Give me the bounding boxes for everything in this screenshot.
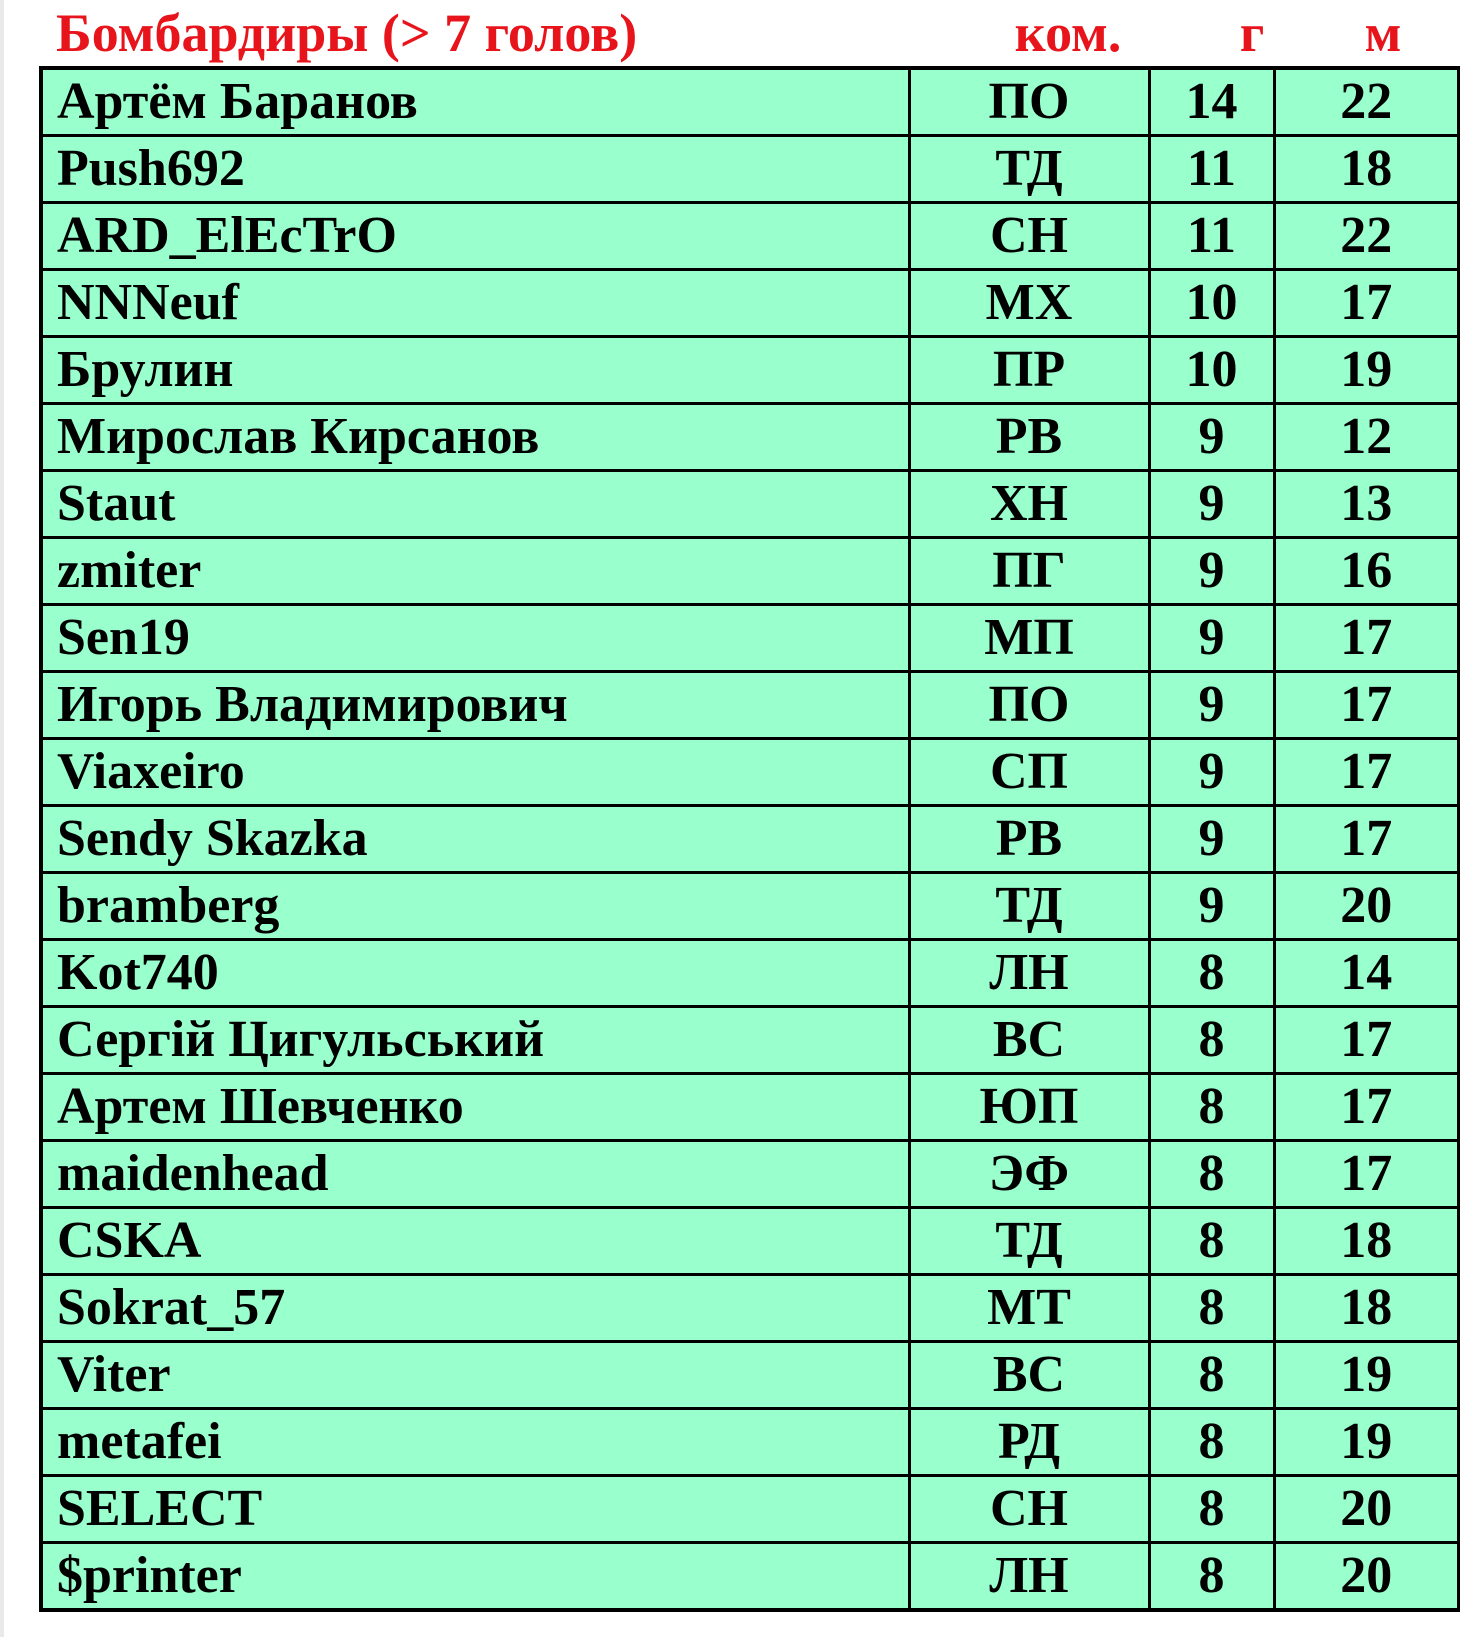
player-name-cell: Sendy Skazka — [41, 806, 909, 873]
table-row — [41, 471, 1459, 538]
player-name-cell: Sokrat_57 — [41, 1275, 909, 1342]
goals-cell: 8 — [1149, 1275, 1274, 1342]
player-name-cell: metafei — [41, 1409, 909, 1476]
table-row — [41, 739, 1459, 806]
team-cell: ПР — [909, 337, 1149, 404]
goals-cell: 11 — [1149, 136, 1274, 203]
table-row — [41, 270, 1459, 337]
goals-cell: 11 — [1149, 203, 1274, 270]
table-row — [41, 605, 1459, 672]
team-cell: МТ — [909, 1275, 1149, 1342]
player-name-cell: ARD_ElEcTrO — [41, 203, 909, 270]
table-row — [41, 1342, 1459, 1409]
goals-cell: 9 — [1149, 672, 1274, 739]
matches-cell: 17 — [1274, 605, 1459, 672]
matches-cell: 19 — [1274, 337, 1459, 404]
player-name-cell: Сергій Цигульський — [41, 1007, 909, 1074]
matches-cell: 19 — [1274, 1342, 1459, 1409]
goals-cell: 9 — [1149, 873, 1274, 940]
matches-cell: 13 — [1274, 471, 1459, 538]
goals-cell: 8 — [1149, 1409, 1274, 1476]
team-cell: МХ — [909, 270, 1149, 337]
player-name-cell: SELECT — [41, 1476, 909, 1543]
team-cell: ВС — [909, 1342, 1149, 1409]
table-row — [41, 136, 1459, 203]
player-name-cell: Артем Шевченко — [41, 1074, 909, 1141]
matches-cell: 20 — [1274, 873, 1459, 940]
player-name-cell: Артём Баранов — [41, 68, 909, 136]
team-cell: РВ — [909, 404, 1149, 471]
goals-cell: 14 — [1149, 68, 1274, 136]
table-row — [41, 1543, 1459, 1611]
team-cell: ЭФ — [909, 1141, 1149, 1208]
player-name-cell: Sen19 — [41, 605, 909, 672]
matches-cell: 18 — [1274, 1275, 1459, 1342]
player-name-cell: Push692 — [41, 136, 909, 203]
team-cell: ЛН — [909, 940, 1149, 1007]
goals-cell: 8 — [1149, 1543, 1274, 1611]
player-name-cell: maidenhead — [41, 1141, 909, 1208]
table-row — [41, 404, 1459, 471]
table-row — [41, 1476, 1459, 1543]
team-cell: ЮП — [909, 1074, 1149, 1141]
player-name-cell: Kot740 — [41, 940, 909, 1007]
matches-cell: 17 — [1274, 806, 1459, 873]
team-cell: ТД — [909, 136, 1149, 203]
team-cell: ВС — [909, 1007, 1149, 1074]
player-name-cell: NNNeuf — [41, 270, 909, 337]
scorers-table-body — [41, 68, 1459, 1610]
player-name-cell: Viaxeiro — [41, 739, 909, 806]
player-name-cell: $printer — [41, 1543, 909, 1611]
goals-cell: 9 — [1149, 739, 1274, 806]
matches-cell: 19 — [1274, 1409, 1459, 1476]
table-row — [41, 538, 1459, 605]
table-row — [41, 1275, 1459, 1342]
table-row — [41, 940, 1459, 1007]
table-row — [41, 1208, 1459, 1275]
team-cell: ПО — [909, 68, 1149, 136]
player-name-cell: Мирослав Кирсанов — [41, 404, 909, 471]
matches-cell: 14 — [1274, 940, 1459, 1007]
goals-cell: 9 — [1149, 404, 1274, 471]
player-name-cell: bramberg — [41, 873, 909, 940]
team-cell: ПО — [909, 672, 1149, 739]
goals-column-header: г — [1239, 3, 1265, 63]
matches-cell: 20 — [1274, 1543, 1459, 1611]
player-name-cell: Staut — [41, 471, 909, 538]
table-row — [41, 672, 1459, 739]
table-row — [41, 1409, 1459, 1476]
player-name-cell: CSKA — [41, 1208, 909, 1275]
matches-cell: 18 — [1274, 1208, 1459, 1275]
team-cell: ТД — [909, 1208, 1149, 1275]
table-row — [41, 873, 1459, 940]
table-row — [41, 1074, 1459, 1141]
goals-cell: 9 — [1149, 471, 1274, 538]
page-title: Бомбардиры (> 7 голов) — [56, 3, 638, 63]
matches-cell: 18 — [1274, 136, 1459, 203]
table-row — [41, 68, 1459, 136]
team-cell: СН — [909, 203, 1149, 270]
team-cell: ПГ — [909, 538, 1149, 605]
matches-cell: 12 — [1274, 404, 1459, 471]
team-cell: ХН — [909, 471, 1149, 538]
player-name-cell: Брулин — [41, 337, 909, 404]
table-row — [41, 1007, 1459, 1074]
table-row — [41, 806, 1459, 873]
goals-cell: 10 — [1149, 337, 1274, 404]
team-cell: СП — [909, 739, 1149, 806]
player-name-cell: Viter — [41, 1342, 909, 1409]
table-row — [41, 203, 1459, 270]
matches-cell: 17 — [1274, 270, 1459, 337]
matches-cell: 17 — [1274, 739, 1459, 806]
team-cell: МП — [909, 605, 1149, 672]
team-cell: РД — [909, 1409, 1149, 1476]
scorers-table — [39, 66, 1460, 1612]
left-edge-divider — [0, 0, 4, 1637]
matches-cell: 17 — [1274, 1007, 1459, 1074]
player-name-cell: Игорь Владимирович — [41, 672, 909, 739]
matches-cell: 22 — [1274, 203, 1459, 270]
team-cell: ТД — [909, 873, 1149, 940]
goals-cell: 8 — [1149, 1476, 1274, 1543]
goals-cell: 8 — [1149, 1208, 1274, 1275]
goals-cell: 9 — [1149, 538, 1274, 605]
goals-cell: 8 — [1149, 1141, 1274, 1208]
matches-cell: 20 — [1274, 1476, 1459, 1543]
team-cell: СН — [909, 1476, 1149, 1543]
table-row — [41, 1141, 1459, 1208]
table-header — [0, 0, 1460, 66]
matches-cell: 17 — [1274, 1074, 1459, 1141]
team-cell: РВ — [909, 806, 1149, 873]
team-cell: ЛН — [909, 1543, 1149, 1611]
goals-cell: 8 — [1149, 1007, 1274, 1074]
goals-cell: 9 — [1149, 605, 1274, 672]
goals-cell: 8 — [1149, 1074, 1274, 1141]
matches-cell: 17 — [1274, 1141, 1459, 1208]
matches-cell: 16 — [1274, 538, 1459, 605]
matches-column-header: м — [1364, 3, 1402, 63]
goals-cell: 8 — [1149, 940, 1274, 1007]
player-name-cell: zmiter — [41, 538, 909, 605]
goals-cell: 8 — [1149, 1342, 1274, 1409]
team-column-header: ком. — [1014, 3, 1122, 63]
matches-cell: 17 — [1274, 672, 1459, 739]
table-row — [41, 337, 1459, 404]
goals-cell: 10 — [1149, 270, 1274, 337]
goals-cell: 9 — [1149, 806, 1274, 873]
matches-cell: 22 — [1274, 68, 1459, 136]
